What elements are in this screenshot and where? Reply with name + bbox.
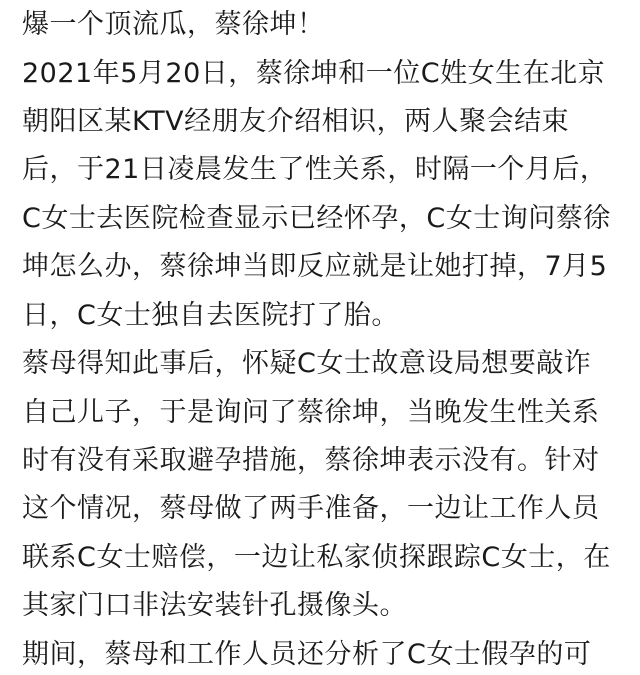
article-line: 朝阳区某KTV经朋友介绍相识，两人聚会结束 xyxy=(22,106,570,137)
article-line: 2021年5月20日，蔡徐坤和一位C姓女生在北京 xyxy=(22,58,606,89)
article-line: 爆一个顶流瓜，蔡徐坤！ xyxy=(22,9,325,40)
article-line: 其家门口非法安装针孔摄像头。 xyxy=(22,590,407,621)
article-line: 期间，蔡母和工作人员还分析了C女士假孕的可 xyxy=(22,639,592,670)
article-line: C女士去医院检查显示已经怀孕，C女士询问蔡徐 xyxy=(22,203,611,234)
article-line: 后，于21日凌晨发生了性关系，时隔一个月后， xyxy=(22,154,608,185)
article-line: 日，C女士独自去医院打了胎。 xyxy=(22,300,399,331)
article-line: 坤怎么办，蔡徐坤当即反应就是让她打掉，7月5 xyxy=(22,251,608,282)
article-line: 这个情况，蔡母做了两手准备，一边让工作人员 xyxy=(22,493,600,524)
article-line: 自己儿子，于是询问了蔡徐坤，当晚发生性关系 xyxy=(22,397,600,428)
article-line: 时有没有采取避孕措施，蔡徐坤表示没有。针对 xyxy=(22,445,600,476)
article-line: 蔡母得知此事后，怀疑C女士故意设局想要敲诈 xyxy=(22,348,592,379)
article-line: 联系C女士赔偿，一边让私家侦探跟踪C女士，在 xyxy=(22,542,611,573)
